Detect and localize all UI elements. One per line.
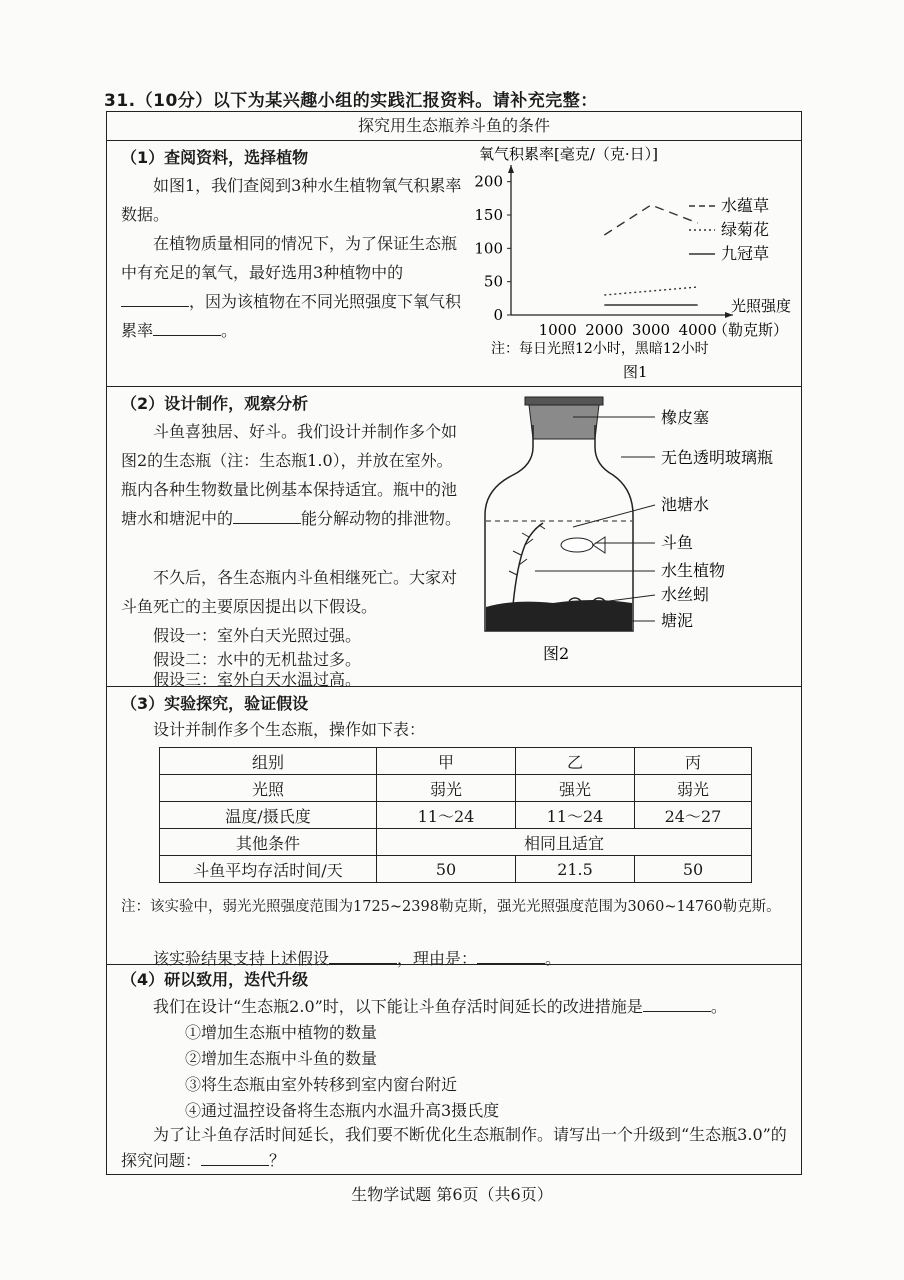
y-tick-label: 150: [474, 206, 503, 224]
option-4: ④通过温控设备将生态瓶内水温升高3摄氏度: [185, 1101, 500, 1120]
aquatic-plant: [513, 523, 543, 605]
label-worm: 水丝蚓: [661, 585, 710, 604]
experiment-table: [159, 747, 752, 883]
question-header: 31.（10分）以下为某兴趣小组的实践汇报资料。请补充完整：: [104, 91, 598, 111]
section-1-para2: 在植物质量相同的情况下，为了保证生态瓶中有充足的氧气，最好选用3种植物中的，因为该植物在不同光照强度下氧气积累率 。: [121, 234, 462, 340]
y-tick-label: 100: [474, 239, 503, 258]
option-2: ②增加生态瓶中斗鱼的数量: [185, 1049, 378, 1068]
table-cell: 50: [377, 856, 516, 883]
answer-blank[interactable]: [201, 1149, 269, 1166]
label-mud: 塘泥: [661, 611, 694, 630]
figure-2-caption: 图2: [543, 644, 570, 663]
table-cell: 相同且适宜: [377, 829, 752, 856]
legend-label-2: 绿菊花: [721, 220, 770, 239]
answer-blank[interactable]: [329, 947, 397, 964]
answer-blank[interactable]: [121, 290, 189, 307]
y-tick-label: 50: [483, 272, 503, 291]
table-cell: 11～24: [516, 802, 635, 829]
chart-caption: 图1: [623, 363, 648, 381]
section-4-final: 为了让斗鱼存活时间延长，我们要不断优化生态瓶制作。请写出一个升级到“生态瓶3.0”的探究问题： ？: [121, 1125, 787, 1170]
table-header-cell: 甲: [377, 748, 516, 775]
table-cell: 弱光: [377, 775, 516, 802]
rubber-stopper: [525, 397, 603, 405]
y-tick-label: 0: [493, 306, 503, 324]
page-footer: 生物学试题 第6页（共6页）: [351, 1185, 553, 1204]
series-line-2: [604, 287, 697, 295]
label-stopper: 橡皮塞: [661, 408, 710, 427]
x-tick-label: 2000: [585, 321, 624, 339]
option-1: ①增加生态瓶中植物的数量: [185, 1023, 378, 1042]
section-3-note: 注：该实验中，弱光光照强度范围为1725~2398勒克斯，强光光照强度范围为3060~14760勒克斯。: [121, 899, 781, 915]
table-header-cell: 组别: [160, 748, 377, 775]
section-2-para1: 斗鱼喜独居、好斗。我们设计并制作多个如图2的生态瓶（注：生态瓶1.0），并放在室外。瓶内各种生物数量比例基本保持适宜。瓶中的池塘水和塘泥中的 能分解动物的排泄物。: [121, 422, 462, 528]
table-header-cell: 乙: [516, 748, 635, 775]
betta-fish: [561, 538, 593, 552]
label-bottle: 无色透明玻璃瓶: [661, 448, 774, 467]
legend-label-1: 水蕴草: [721, 196, 770, 215]
chart-xlabel-top: 光照强度: [731, 297, 792, 315]
y-tick-label: 200: [474, 172, 503, 191]
label-plant: 水生植物: [661, 561, 726, 580]
answer-blank[interactable]: [643, 995, 711, 1012]
label-fish: 斗鱼: [661, 533, 694, 552]
section-4-title: （4）研以致用，迭代升级: [121, 970, 309, 989]
table-title: 探究用生态瓶养斗鱼的条件: [357, 116, 550, 135]
section-3-conclusion: 该实验结果支持上述假设 ，理由是： 。: [153, 949, 562, 968]
chart-ylabel: 氧气积累率[毫克/（克·日）]: [479, 145, 659, 163]
chart-note: 注：每日光照12小时，黑暗12小时: [491, 341, 709, 357]
fish-tail: [593, 537, 605, 553]
table-cell: 21.5: [516, 856, 635, 883]
section-4: [107, 964, 801, 1174]
hypothesis-1: 假设一：室外白天光照过强。: [153, 626, 362, 645]
y-axis-arrow: [508, 165, 514, 173]
legend-label-3: 九冠草: [721, 244, 770, 263]
table-cell: 11～24: [377, 802, 516, 829]
table-cell: 50: [635, 856, 752, 883]
section-3-title: （3）实验探究，验证假设: [121, 694, 309, 713]
table-cell: 强光: [516, 775, 635, 802]
leader-line: [573, 505, 655, 527]
option-3: ③将生态瓶由室外转移到室内窗台附近: [185, 1075, 458, 1094]
x-tick-label: 1000: [538, 321, 577, 339]
table-cell: 斗鱼平均存活时间/天: [160, 856, 377, 883]
section-3: [107, 686, 801, 968]
x-tick-label: 4000: [678, 321, 717, 339]
hypothesis-2: 假设二：水中的无机盐过多。: [153, 650, 362, 669]
answer-blank[interactable]: [477, 947, 545, 964]
section-1-title: （1）查阅资料，选择植物: [121, 148, 309, 167]
hypothesis-3: 假设三：室外白天水温过高。: [153, 670, 362, 689]
x-tick-label: 3000: [631, 321, 671, 339]
table-cell: 弱光: [635, 775, 752, 802]
glass-bottle: [485, 425, 633, 631]
label-pond-water: 池塘水: [661, 495, 710, 514]
aquatic-plant-leaves: [509, 524, 545, 575]
table-cell: 光照: [160, 775, 377, 802]
section-4-intro: 我们在设计“生态瓶2.0”时，以下能让斗鱼存活时间延长的改进措施是 。: [153, 997, 727, 1016]
figure-2-eco-bottle: [473, 395, 799, 681]
section-1: [107, 140, 801, 386]
table-header-cell: 丙: [635, 748, 752, 775]
pond-mud: [486, 600, 632, 631]
table-cell: 24～27: [635, 802, 752, 829]
section-2-title: （2）设计制作，观察分析: [121, 394, 309, 413]
report-table: [106, 111, 802, 1175]
chart-xlabel-unit: （勒克斯）: [713, 321, 789, 339]
table-cell: 温度/摄氏度: [160, 802, 377, 829]
leader-line: [609, 595, 655, 601]
section-1-para1: 如图1，我们查阅到3种水生植物氧气积累率数据。: [121, 176, 462, 224]
rubber-stopper-body: [529, 405, 599, 439]
section-3-intro: 设计并制作多个生态瓶，操作如下表：: [153, 720, 426, 739]
answer-blank[interactable]: [153, 319, 221, 336]
answer-blank[interactable]: [233, 507, 301, 524]
table-cell: 其他条件: [160, 829, 377, 856]
section-2-para2: 不久后，各生态瓶内斗鱼相继死亡。大家对斗鱼死亡的主要原因提出以下假设。: [121, 568, 458, 616]
section-2: [107, 386, 801, 689]
figure-1-chart: [469, 141, 801, 387]
series-line-1: [604, 205, 697, 235]
